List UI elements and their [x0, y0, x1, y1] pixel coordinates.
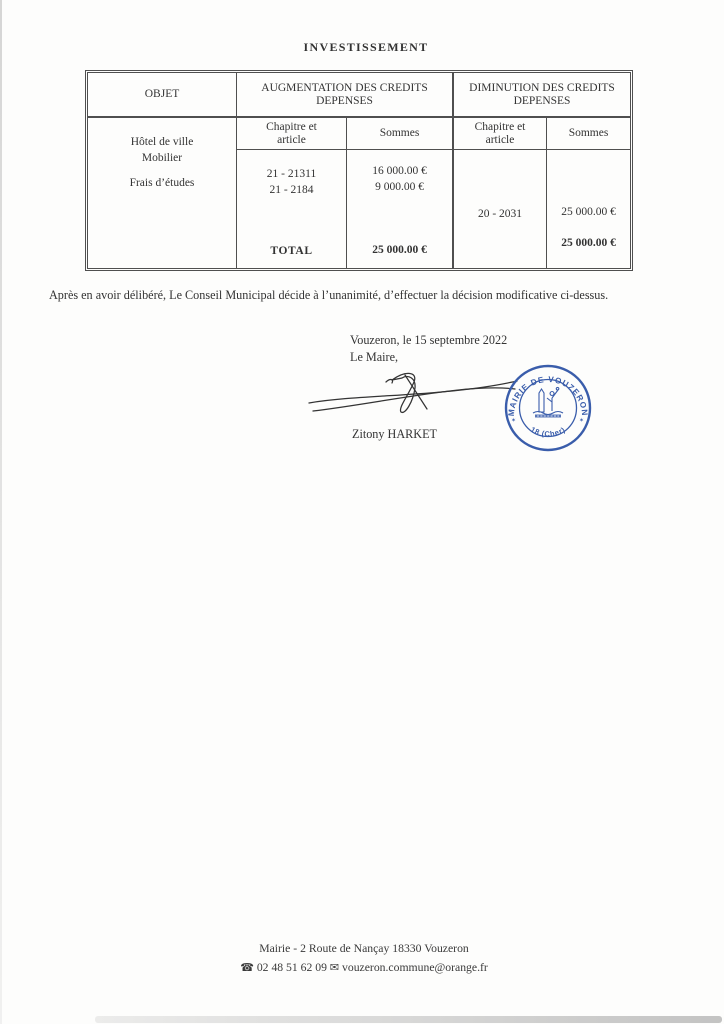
footer-contact-block	[2, 939, 724, 977]
aug-sommes-row-1: 16 000.00 €	[372, 165, 427, 177]
deliberation-text: Après en avoir délibéré, Le Conseil Municipal décide à l’unanimité, d’effectuer la décision modificative ci-dessus.	[49, 288, 609, 302]
subheader-dim-sommes: Sommes	[547, 118, 630, 150]
header-diminution	[454, 73, 630, 118]
column-objet-body	[88, 118, 237, 268]
aug-chapitre-row-1: 21 - 21311	[266, 168, 317, 180]
subheader-aug-sommes: Sommes	[347, 118, 454, 150]
stamp-star-left: ✶	[511, 418, 517, 424]
stamp-top-text: MAIRIE DE VOUZERON	[506, 374, 590, 417]
handwritten-signature	[306, 366, 524, 424]
objet-row-1: Hôtel de ville	[130, 136, 194, 148]
dim-sommes-row-3: 25 000.00 €	[561, 206, 616, 218]
subheader-dim-chapitre-label: Chapitre et article	[474, 120, 526, 146]
footer-email: vouzeron.commune@orange.fr	[342, 961, 488, 974]
email-icon: ✉	[329, 961, 340, 974]
subheader-aug-chapitre-label: Chapitre et article	[266, 120, 317, 146]
date-and-role-block	[350, 332, 507, 366]
signer-name: Zitony HARKET	[352, 427, 437, 441]
stamp-star-right: ✶	[579, 418, 585, 424]
scan-edge-artifact	[0, 0, 2, 1024]
column-dim-chapitre-body	[454, 150, 547, 268]
subheader-aug-chapitre	[237, 118, 347, 150]
municipal-stamp	[502, 362, 594, 454]
phone-icon: ☎	[240, 961, 254, 974]
signer-role-line: Le Maire,	[350, 350, 399, 364]
column-aug-sommes-body	[347, 150, 454, 268]
column-dim-sommes-body	[547, 150, 630, 268]
objet-row-3: Frais d’études	[129, 177, 195, 189]
budget-table	[85, 70, 633, 271]
objet-row-2: Mobilier	[141, 152, 183, 164]
header-objet: OBJET	[88, 73, 237, 118]
footer-address: Mairie - 2 Route de Nançay 18330 Vouzeron	[259, 942, 469, 955]
place-date-line: Vouzeron, le 15 septembre 2022	[350, 333, 508, 347]
scan-shadow-artifact	[95, 1016, 722, 1023]
column-aug-chapitre-body	[237, 150, 347, 268]
section-title: INVESTISSEMENT	[303, 40, 429, 54]
subheader-dim-chapitre	[454, 118, 547, 150]
dim-chapitre-row-3: 20 - 2031	[477, 208, 523, 220]
header-diminution-label: DIMINUTION DES CREDITS DEPENSES	[469, 81, 615, 107]
total-dim-sommes: 25 000.00 €	[561, 237, 616, 249]
header-augmentation-label: AUGMENTATION DES CREDITS DEPENSES	[261, 81, 428, 107]
stamp-bottom-text: 18 (Cher)	[529, 424, 568, 439]
total-aug-sommes: 25 000.00 €	[372, 244, 427, 256]
aug-sommes-row-2: 9 000.00 €	[375, 181, 424, 193]
total-label: TOTAL	[270, 245, 313, 257]
footer-phone: 02 48 51 62 09	[256, 961, 327, 974]
aug-chapitre-row-2: 21 - 2184	[269, 184, 314, 196]
stamp-emblem	[533, 387, 563, 416]
header-augmentation	[237, 73, 454, 118]
footer-contact-line	[2, 958, 724, 977]
